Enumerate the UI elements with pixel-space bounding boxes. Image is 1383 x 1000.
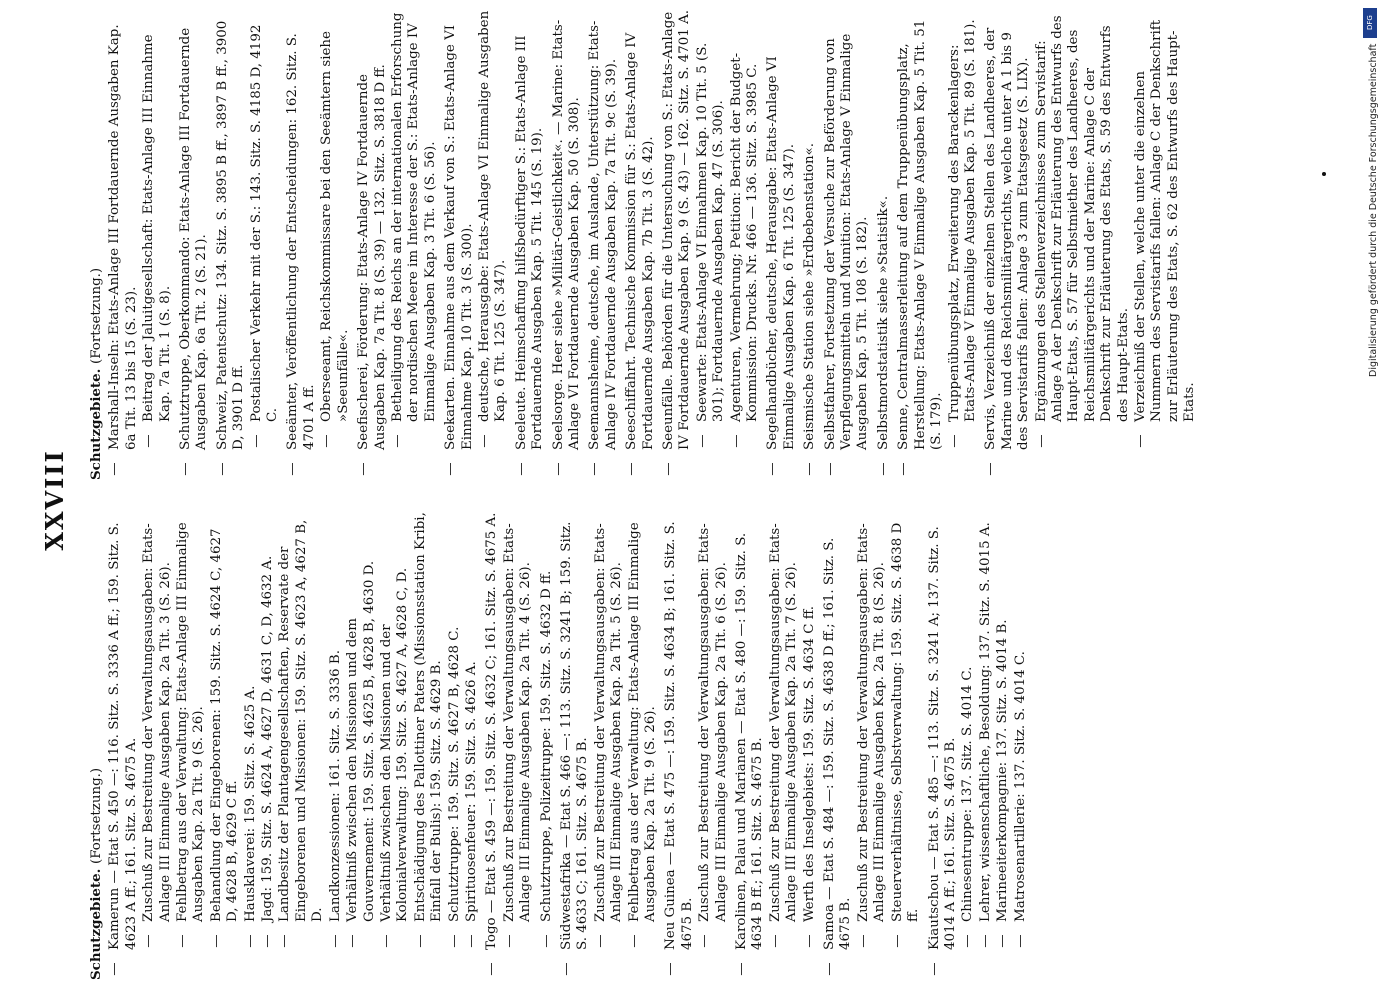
left-continued: (Fortsetzung.) <box>89 767 104 865</box>
index-entry <box>734 510 767 980</box>
entry-text: Oberseeamt, Reichskommissare bei den Seeämtern siehe »Seeunfälle«. <box>319 31 351 422</box>
entry-text: Seeunfälle. Behörden für die Untersuchung von S.: Etats-Anlage IV Fortdauernde Ausgaben Kap. 9 (S. 43) — 162. Sitz. S. 4701 A. <box>661 10 693 450</box>
entry-dash: — <box>626 934 642 948</box>
entry-text: Seeleute. Heimschaffung hilfsbedürftiger S.: Etats-Anlage III Fortdauernde Ausgaben Kap. 5 Tit. 145 (S. 19). <box>513 35 546 450</box>
entry-text: Schutztruppe, Oberkommando: Etats-Anlage III Fortdauernde Ausgaben Kap. 6a Tit. 2 (S. 21). <box>178 27 210 450</box>
index-entry <box>484 510 500 980</box>
entry-dash: — <box>443 462 459 476</box>
index-entry <box>695 10 728 480</box>
index-entry <box>890 510 923 980</box>
entry-text: Selbstmordstatistik siehe »Statistik«. <box>875 195 891 450</box>
entry-text: Ergänzungen des Stellenverzeichnisses zum Servistarif: Anlage A der Denkschrift zur Erläuterung des Entwurfs des Haupt-Etats, S. 57 für Selbstmiether des Landheeres, des Reichsmilitärgerichts und der Marine: Anlage C der Denkschrift zur Erläuterung des Etats, S. 59 des Entwurfs des Haupt-Etats. <box>1033 15 1131 422</box>
index-entry <box>983 10 1032 480</box>
index-entry <box>947 10 980 480</box>
entry-text: Postalischer Verkehr mit der S.: 143. Sitz. S. 4185 D, 4192 C. <box>248 24 281 422</box>
entry-dash: — <box>538 934 554 948</box>
entry-text: Schutztruppe, Polizeitruppe: 159. Sitz. S. 4632 D ff. <box>538 570 554 922</box>
index-entry <box>356 10 389 480</box>
entry-text: Kiautschou — Etat S. 485 —: 113. Sitz. S. 3241 A; 137. Sitz. S. 4014 A ff.; 161. Sitz. S. 4675 B. <box>926 526 958 950</box>
left-column <box>88 510 1030 980</box>
entry-text: Landbesitz der Plantagengesellschaften, Reservate der Eingeborenen und Missionen: 159. Sitz. S. 4623 A, 4627 B, D. <box>277 519 326 922</box>
entry-text: Fehlbetrag aus der Verwaltung: Etats-Anlage III Einmalige Ausgaben Kap. 2a Tit. 9 (S. 26). <box>626 522 658 922</box>
entry-dash: — <box>889 934 905 948</box>
index-entry <box>856 510 889 980</box>
index-entry <box>141 10 174 480</box>
entry-dash: — <box>107 962 123 976</box>
index-entry <box>514 10 547 480</box>
entry-dash: — <box>107 462 123 476</box>
entry-dash: — <box>587 462 603 476</box>
index-entry <box>1133 10 1199 480</box>
entry-text: Zuschuß zur Bestreitung der Verwaltungsausgaben: Etats-Anlage III Einmalige Ausgaben Kap. 2a Tit. 3 (S. 26). <box>141 523 173 922</box>
entry-dash: — <box>208 934 224 948</box>
index-entry <box>539 510 555 980</box>
entry-dash: — <box>1132 434 1148 448</box>
index-entry <box>175 510 208 980</box>
entry-text: Segelhandbücher, deutsche, Herausgabe: Etats-Anlage VI Einmalige Ausgaben Kap. 6 Tit. 125 (S. 347). <box>765 56 797 450</box>
index-entry <box>587 10 620 480</box>
index-entry <box>477 10 510 480</box>
entry-text: Betheiligung des Reichs an der internationalen Erforschung der nordischen Meere im Interesse der S.: Etats-Anlage IV Einmalige Ausgaben Kap. 3 Tit. 6 (S. 56). <box>389 12 438 422</box>
entry-text: Agenturen, Vermehrung; Petition: Bericht der Budget-Kommission: Drucks. Nr. 466 — 136. Sitz. S. 3985 C. <box>728 52 761 422</box>
entry-text: Spirituosenfeuer: 159. Sitz. S. 4626 A. <box>463 661 479 922</box>
index-entry <box>447 510 463 980</box>
index-entry <box>1013 510 1029 980</box>
right-entries-list <box>107 10 1198 480</box>
entry-dash: — <box>356 462 372 476</box>
index-entry <box>593 510 626 980</box>
entry-dash: — <box>875 462 891 476</box>
entry-dash: — <box>822 962 838 976</box>
entry-text: Zuschuß zur Bestreitung der Verwaltungsausgaben: Etats-Anlage III Einmalige Ausgaben Kap. 2a Tit. 4 (S. 26). <box>501 523 534 922</box>
index-entry <box>822 510 855 980</box>
entry-text: Verhältniß zwischen den Missionen und der Kolonialverwaltung: 159. Sitz. S. 4627 A, 4628 C, D. <box>378 567 411 922</box>
entry-dash: — <box>694 434 710 448</box>
entry-dash: — <box>765 462 781 476</box>
index-entry <box>729 10 762 480</box>
entry-dash: — <box>476 434 492 448</box>
entry-text: Chinesentruppe: 137. Sitz. S. 4014 C. <box>960 666 976 922</box>
index-entry <box>319 10 352 480</box>
index-entry <box>209 510 242 980</box>
entry-text: Schutztruppe: 159. Sitz. S. 4627 B, 4628 C. <box>446 626 462 922</box>
entry-text: Zuschuß zur Bestreitung der Verwaltungsausgaben: Etats-Anlage III Einmalige Ausgaben Kap. 2a Tit. 7 (S. 26). <box>767 523 800 922</box>
index-entry <box>995 510 1011 980</box>
entry-text: Zuschuß zur Bestreitung der Verwaltungsausgaben: Etats-Anlage III Einmalige Ausgaben Kap. 2a Tit. 6 (S. 26). <box>697 523 729 922</box>
entry-text: Entschädigung des Pallottiner Paters (Missionsstation Kribi, Einfall der Bulis): 159. Sitz. S. 4629 B. <box>412 512 445 922</box>
index-entry <box>215 10 248 480</box>
index-entry <box>277 510 326 980</box>
entry-dash: — <box>896 462 912 476</box>
index-entry <box>765 10 798 480</box>
page-number: XXVIII <box>40 449 69 551</box>
dfg-logo: DFG <box>1363 8 1377 38</box>
entry-text: Verzeichniß der Stellen, welche unter die einzelnen Nummern des Servistarifs fallen: Anlage C der Denkschrift zur Erläuterung des Etats, S. 62 des Entwurfs des Haupt-Etats. <box>1132 19 1198 422</box>
entry-dash: — <box>734 962 750 976</box>
index-entry <box>978 510 994 980</box>
index-entry <box>663 510 696 980</box>
entry-dash: — <box>175 934 191 948</box>
index-entry <box>802 10 818 480</box>
index-entry <box>285 10 318 480</box>
index-entry <box>768 510 801 980</box>
entry-text: Südwestafrika — Etat S. 466 —: 113. Sitz. S. 3241 B; 159. Sitz. S. 4633 C; 161. Sitz. S. 4675 B. <box>558 521 591 950</box>
entry-dash: — <box>977 934 993 948</box>
entry-dash: — <box>855 934 871 948</box>
entry-text: Truppenübungsplatz, Erweiterung des Barackenlagers: Etats-Anlage V Einmalige Ausgaben Kap. 5 Tit. 89 (S. 181). <box>946 19 978 422</box>
right-continued: (Fortsetzung.) <box>89 267 104 365</box>
index-entry <box>443 10 476 480</box>
index-entry <box>107 510 140 980</box>
entry-dash: — <box>389 434 405 448</box>
entry-text: Togo — Etat S. 459 —: 159. Sitz. S. 4632 C; 161. Sitz. S. 4675 A. <box>484 512 500 950</box>
entry-dash: — <box>983 462 999 476</box>
index-entry <box>627 510 660 980</box>
entry-dash: — <box>378 934 394 948</box>
entry-text: Hausklaverei: 159. Sitz. S. 4625 A. <box>242 685 258 922</box>
entry-text: deutsche, Herausgabe: Etats-Anlage VI Einmalige Ausgaben Kap. 6 Tit. 125 (S. 347). <box>476 10 509 422</box>
entry-dash: — <box>767 934 783 948</box>
entry-text: Schweiz, Patentschutz: 134. Sitz. S. 3895 B ff., 3897 B ff., 3900 D, 3901 D ff. <box>214 20 247 450</box>
entry-text: Seekarten. Einnahme aus dem Verkauf von S.: Etats-Anlage VI Einnahme Kap. 10 Tit. 3 (S. 300). <box>443 24 475 450</box>
right-column <box>88 10 1200 480</box>
entry-dash: — <box>1033 434 1049 448</box>
index-entry <box>328 510 344 980</box>
index-entry <box>927 510 960 980</box>
entry-dash: — <box>822 462 838 476</box>
entry-dash: — <box>463 934 479 948</box>
entry-dash: — <box>661 462 676 476</box>
entry-dash: — <box>178 462 194 476</box>
entry-text: Karolinen, Palau und Marianen — Etat S. 480 —: 159. Sitz. S. 4634 B ff.; 161. Sitz. S. 4675 B. <box>734 532 766 950</box>
entry-dash: — <box>141 434 157 448</box>
index-entry <box>661 10 694 480</box>
entry-text: Seelsorge. Heer siehe »Militär-Geistlichkeit«. — Marine: Etats-Anlage VI Fortdauernde Ausgaben Kap. 50 (S. 308). <box>550 19 582 450</box>
index-entry <box>379 510 412 980</box>
entry-dash: — <box>248 434 264 448</box>
entry-text: Samoa — Etat S. 484 —: 159. Sitz. S. 4638 D ff.; 161. Sitz. S. 4675 B. <box>822 537 854 950</box>
entry-dash: — <box>926 962 942 976</box>
entry-dash: — <box>946 434 962 448</box>
entry-text: Fehlbetrag aus der Verwaltung: Etats-Anlage III Einmalige Ausgaben Kap. 2a Tit. 9 (S. 26). <box>175 522 207 922</box>
index-entry <box>141 510 174 980</box>
entry-dash: — <box>412 934 428 948</box>
entry-dash: — <box>319 434 335 448</box>
right-column-title <box>88 10 105 480</box>
entry-dash: — <box>802 462 818 476</box>
entry-text: Verhältniß zwischen den Missionen und dem Gouvernement: 159. Sitz. S. 4625 B, 4628 B, 4630 D. <box>345 560 377 922</box>
entry-dash: — <box>995 934 1011 948</box>
entry-dash: — <box>214 462 230 476</box>
left-column-title <box>88 510 105 980</box>
entry-text: Servis, Verzeichniß der einzelnen Stellen des Landheeres, der Marine und des Reichsmilitärgerichts, welche unter A 1 bis 9 des Servistarifs fallen: Anlage 3 zum Etatsgesetz (S. LIX). <box>983 27 1032 450</box>
entry-text: Seewarte: Etats-Anlage VI Einnahmen Kap. 10 Tit. 5 (S. 301); Fortdauernde Ausgaben Kap. 47 (S. 306). <box>694 42 727 422</box>
index-entry <box>697 510 730 980</box>
entry-text: Werth des Inselgebiets: 159. Sitz. S. 4634 C ff. <box>801 606 817 922</box>
entry-dash: — <box>663 962 679 976</box>
entry-text: Landkonzessionen: 161. Sitz. S. 3336 B. <box>327 650 343 922</box>
index-entry <box>413 510 446 980</box>
entry-text: Lehrer, wissenschaftliche, Besoldung: 137. Sitz. S. 4015 A. <box>977 522 993 922</box>
entry-text: Matrosenartillerie: 137. Sitz. S. 4014 C. <box>1012 651 1028 922</box>
digitization-attribution: Digitalisierung gefördert durch die Deutsche Forschungsgemeinschaft <box>1368 44 1379 378</box>
entry-dash: — <box>728 434 744 448</box>
index-entry <box>345 510 378 980</box>
entry-dash: — <box>801 934 817 948</box>
entry-text: Marineeiterkompagnie: 137. Sitz. S. 4014 B. <box>995 619 1011 922</box>
index-entry <box>896 10 945 480</box>
index-entry <box>823 10 872 480</box>
entry-dash: — <box>550 462 566 476</box>
entry-text: Seeschiffahrt. Technische Kommission für S.: Etats-Anlage IV Fortdauernde Ausgaben Kap. 7b Tit. 3 (S. 42). <box>624 32 656 450</box>
entry-text: Selbstfahrer, Fortsetzung der Versuche zur Beförderung von Verpflegungsmitteln und Munition: Etats-Anlage V Einmalige Ausgaben Kap. 5 Tit. 108 (S. 182). <box>822 33 871 450</box>
entry-text: Steuerverhältnisse, Selbstverwaltung: 159. Sitz. S. 4638 D ff. <box>889 522 922 922</box>
entry-text: Neu Guinea — Etat S. 475 —: 159. Sitz. S. 4634 B; 161. Sitz. S. 4675 B. <box>663 521 695 950</box>
left-title-text: Schutzgebiete. <box>88 868 104 980</box>
ink-speck <box>1322 172 1326 176</box>
index-entry <box>243 510 259 980</box>
entry-text: Zuschuß zur Bestreitung der Verwaltungsausgaben: Etats-Anlage III Einmalige Ausgaben Kap. 2a Tit. 8 (S. 26). <box>855 523 888 922</box>
entry-dash: — <box>1012 934 1028 948</box>
entry-text: Zuschuß zur Bestreitung der Verwaltungsausgaben: Etats-Anlage III Einmalige Ausgaben Kap. 2a Tit. 5 (S. 26). <box>592 523 625 922</box>
index-entry <box>551 10 584 480</box>
entry-dash: — <box>624 462 640 476</box>
entry-dash: — <box>242 934 258 948</box>
entry-dash: — <box>277 934 293 948</box>
index-entry <box>107 10 140 480</box>
index-entry <box>464 510 480 980</box>
entry-text: Seeämter, Veröffentlichung der Entscheidungen: 162. Sitz. S. 4701 A ff. <box>285 33 317 450</box>
index-entry <box>1034 10 1132 480</box>
entry-dash: — <box>513 462 529 476</box>
right-title-text: Schutzgebiete. <box>88 368 104 480</box>
entry-dash: — <box>285 462 301 476</box>
entry-text: Jagd: 159. Sitz. S. 4624 A, 4627 D, 4631 C, D, 4632 A. <box>260 555 276 922</box>
index-entry <box>502 510 535 980</box>
index-entry <box>260 510 276 980</box>
index-entry <box>559 510 592 980</box>
index-entry <box>960 510 976 980</box>
entry-dash: — <box>260 934 276 948</box>
entry-text: Kamerun — Etat S. 450 —: 116. Sitz. S. 3336 A ff.; 159. Sitz. S. 4623 A ff.; 161. Sitz. S. 4675 A. <box>107 522 139 950</box>
entry-text: Seefischerei, Förderung: Etats-Anlage IV Fortdauernde Ausgaben Kap. 7a Tit. 8 (S. 39) — 132. Sitz. S. 3818 D ff. <box>356 64 388 450</box>
entry-text: Beitrag der Jaluitgesellschaft: Etats-Anlage III Einnahme Kap. 7a Tit. 1 (S. 8). <box>141 34 173 422</box>
index-entry <box>390 10 439 480</box>
entry-dash: — <box>697 934 713 948</box>
left-entries-list <box>107 510 1029 980</box>
entry-dash: — <box>327 934 343 948</box>
entry-dash: — <box>484 962 500 976</box>
entry-text: Seismische Station siehe »Erdbebenstation«. <box>802 142 818 450</box>
entry-text: Seemannsheime, deutsche, im Auslande, Unterstützung: Etats-Anlage IV Fortdauernde Ausgaben Kap. 7a Tit. 9c (S. 39). <box>587 20 619 450</box>
index-entry <box>802 510 818 980</box>
entry-dash: — <box>141 934 157 948</box>
entry-text: Behandlung der Eingeborenen: 159. Sitz. S. 4624 C, 4627 D, 4628 B, 4629 C ff. <box>208 528 241 922</box>
entry-dash: — <box>345 934 361 948</box>
entry-dash: — <box>558 962 574 976</box>
entry-dash: — <box>960 934 976 948</box>
entry-dash: — <box>501 934 517 948</box>
index-entry <box>624 10 657 480</box>
index-entry <box>178 10 211 480</box>
entry-dash: — <box>592 934 608 948</box>
entry-dash: — <box>446 934 462 948</box>
entry-text: Senne, Centralmasserleitung auf dem Truppenübungsplatz, Herstellung: Etats-Anlage V Einmalige Ausgaben Kap. 5 Tit. 51 (S. 179). <box>896 19 945 450</box>
index-entry <box>876 10 892 480</box>
index-entry <box>249 10 282 480</box>
entry-text: Marshall-Inseln: Etats-Anlage III Fortdauernde Ausgaben Kap. 6a Tit. 13 bis 15 (S. 23). <box>107 24 139 450</box>
